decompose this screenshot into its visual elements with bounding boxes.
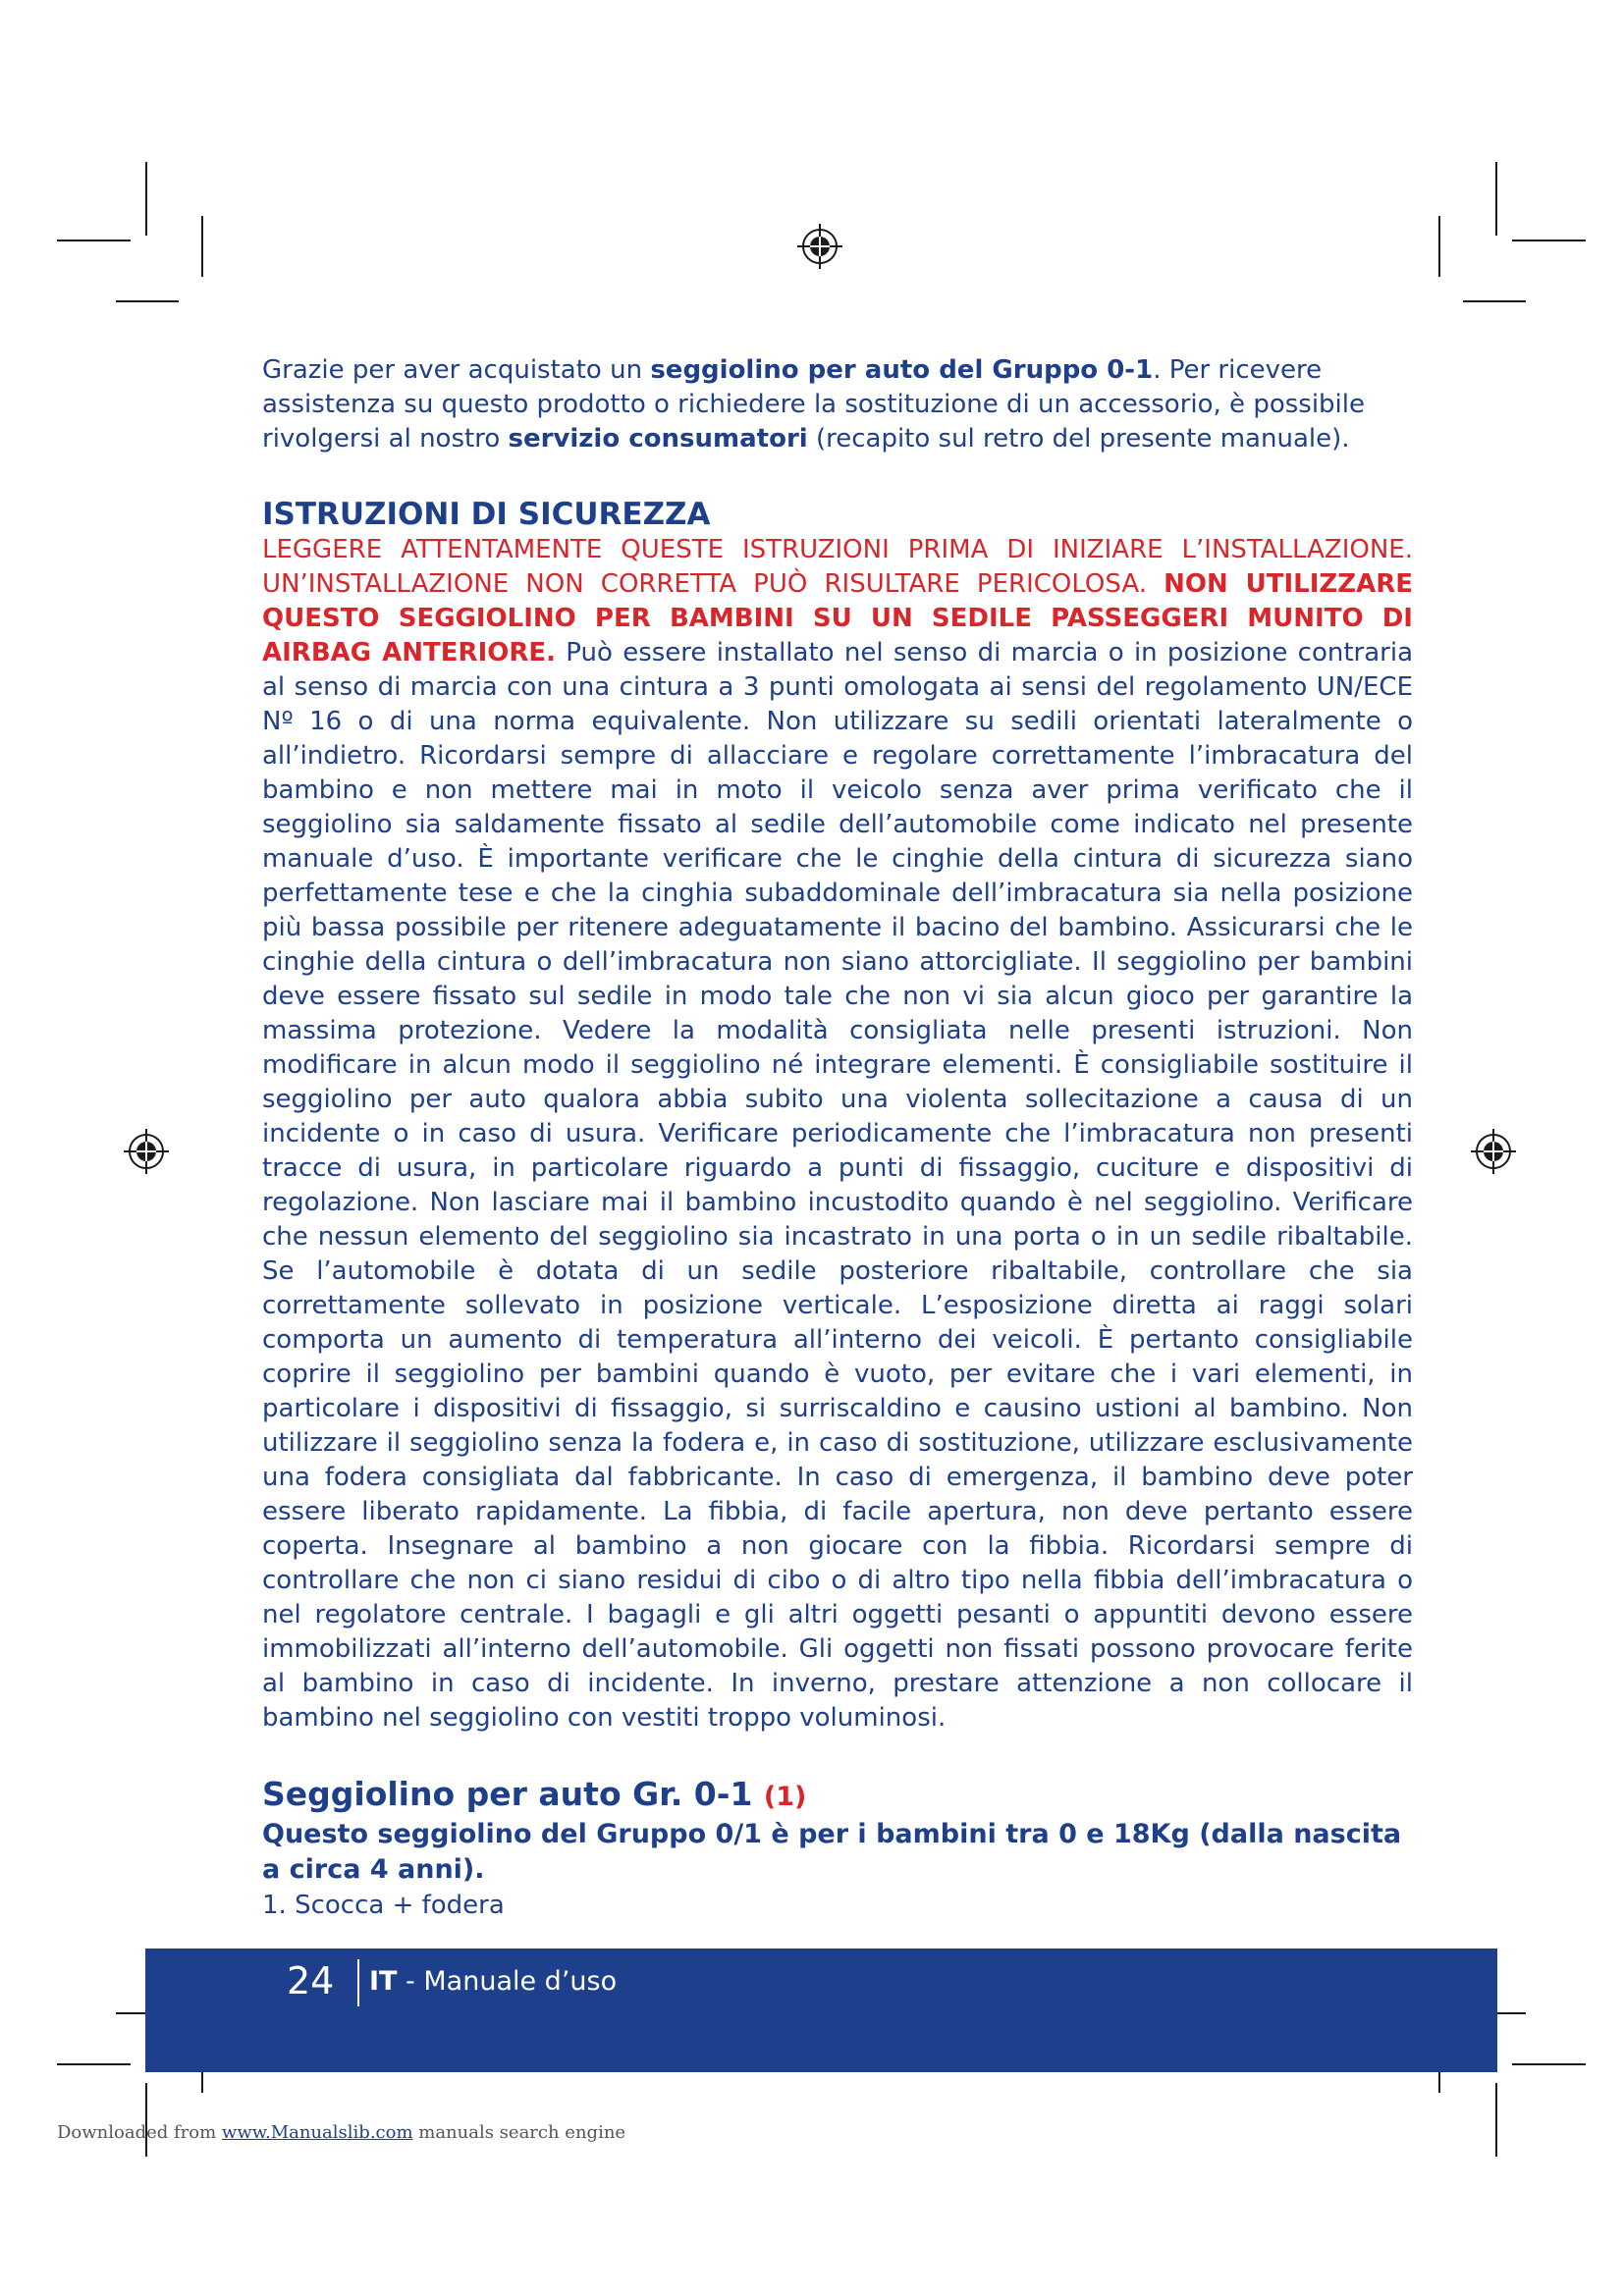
crop-mark <box>1512 2063 1586 2065</box>
crop-mark <box>1495 162 1497 236</box>
crop-mark <box>1512 240 1586 241</box>
crop-mark <box>57 240 131 241</box>
intro-paragraph <box>262 353 1413 456</box>
registration-target-icon <box>797 224 842 269</box>
download-suffix: manuals search engine <box>412 2122 626 2143</box>
intro-text: . Per ricevere assistenza su questo prodotto o richiedere la sostituzione di un accessorio, è possibile rivolgersi al nostro <box>262 355 1365 454</box>
safety-body: Può essere installato nel senso di marcia o in posizione contraria al senso di marcia con una cintura a 3 punti omologata ai sensi del regolamento UN/ECE Nº 16 o di una norma equivalente. Non utilizzare su sedili orientati lateralmente o all’indietro. Ricordarsi sempre di allacciare e regolare correttamente l’imbracatura del bambino e non mettere mai in moto il veicolo senza aver prima verificato che il seggiolino sia saldamente fissato al sedile dell’automobile come indicato nel presente manuale d’uso. È importante verificare che le cinghie della cintura di sicurezza siano perfettamente tese e che la cinghia subaddominale dell’imbracatura sia nella posizione più bassa possibile per ritenere adeguatamente il bacino del bambino. Assicurarsi che le cinghie della cintura o dell’imbracatura non siano attorcigliate. Il seggiolino per bambini deve essere fissato sul sedile in modo tale che non vi sia alcun gioco per garantire la massima protezione. Vedere la modalità consigliata nelle presenti istruzioni. Non modificare in alcun modo il seggiolino né integrare elementi. È consigliabile sostituire il seggiolino per auto qualora abbia subito una violenta sollecitazione a causa di un incidente o in caso di usura. Verificare periodicamente che l’imbracatura non presenti tracce di usura, in particolare riguardo a punti di fissaggio, cuciture e dispositivi di regolazione. Non lasciare mai il bambino incustodito quando è nel seggiolino. Verificare che nessun elemento del seggiolino sia incastrato in una porta o in un sedile ribaltabile. Se l’automobile è dotata di un sedile posteriore ribaltabile, controllare che sia correttamente sollevato in posizione verticale. L’esposizione diretta ai raggi solari comporta un aumento di temperatura all’interno dei veicoli. È pertanto consigliabile coprire il seggiolino per bambini quando è vuoto, per evitare che i vari elementi, in particolare i dispositivi di fissaggio, si surriscaldino e causino ustioni al bambino. Non utilizzare il seggiolino senza la fodera e, in caso di sostituzione, utilizzare esclusivamente una fodera consigliata dal fabbricante. In caso di emergenza, il bambino deve poter essere liberato rapidamente. La fibbia, di facile apertura, non deve pertanto essere coperta. Insegnare al bambino a non giocare con la fibbia. Ricordarsi sempre di controllare che non ci siano residui di cibo o di altro tipo nella fibbia dell’imbracatura o nel regolatore centrale. I bagagli e gli altri oggetti pesanti o appuntiti devono essere immobilizzati all’interno dell’automobile. Gli oggetti non fissati possono provocare ferite al bambino in caso di incidente. In inverno, prestare attenzione a non collocare il bambino nel seggiolino con vestiti troppo voluminosi. <box>262 638 1414 1733</box>
registration-target-icon <box>124 1129 169 1174</box>
page-number: 24 <box>287 1959 335 2002</box>
download-notice <box>57 2122 625 2144</box>
seat-section-title <box>262 1775 1413 1817</box>
safety-section-title: ISTRUZIONI DI SICUREZZA <box>262 497 711 532</box>
footer-divider <box>357 1959 359 2006</box>
page-content <box>262 353 1413 1923</box>
crop-mark <box>145 162 147 236</box>
crop-mark <box>57 2063 131 2065</box>
seat-figure-ref: (1) <box>763 1782 807 1812</box>
safety-warning-bold-text: NON UTILIZZARE QUESTO SEGGIOLINO PER BAMBINI SU UN SEDILE PASSEGGERI MUNITO DI AIRBAG ANTERIORE. <box>262 569 1413 667</box>
footer-label <box>369 1964 617 2000</box>
crop-mark <box>1495 2083 1497 2157</box>
list-item: 1. Scocca + fodera <box>262 1891 505 1920</box>
intro-service-bold: servizio consumatori <box>508 424 808 454</box>
intro-product-bold: seggiolino per auto del Gruppo 0-1 <box>650 355 1154 385</box>
seat-subtitle: Questo seggiolino del Gruppo 0/1 è per i bambini tra 0 e 18Kg (dalla nascita a circa 4 anni). <box>262 1819 1402 1885</box>
crop-mark <box>145 2083 147 2157</box>
footer-bar <box>145 1949 1497 2072</box>
intro-text: Grazie per aver acquistato un <box>262 355 651 385</box>
manualslib-link[interactable]: www.Manualslib.com <box>221 2122 413 2143</box>
crop-mark <box>116 300 179 302</box>
footer-language: IT <box>369 1966 398 1997</box>
intro-text: (recapito sul retro del presente manuale). <box>807 424 1350 454</box>
crop-mark <box>1463 300 1526 302</box>
crop-mark <box>201 216 203 277</box>
crop-mark <box>1438 216 1440 277</box>
footer-manual-label: - Manuale d’uso <box>397 1966 618 1997</box>
download-prefix: Downloaded from <box>57 2122 222 2143</box>
registration-target-icon <box>1471 1129 1516 1174</box>
seat-title-text: Seggiolino per auto Gr. 0-1 <box>262 1775 753 1813</box>
safety-warning: LEGGERE ATTENTAMENTE QUESTE ISTRUZIONI PRIMA DI INIZIARE L’INSTALLAZIONE. UN’INSTALLAZIONE NON CORRETTA PUÒ RISULTARE PERICOLOSA. <box>262 535 1413 599</box>
safety-paragraph <box>262 533 1413 1735</box>
